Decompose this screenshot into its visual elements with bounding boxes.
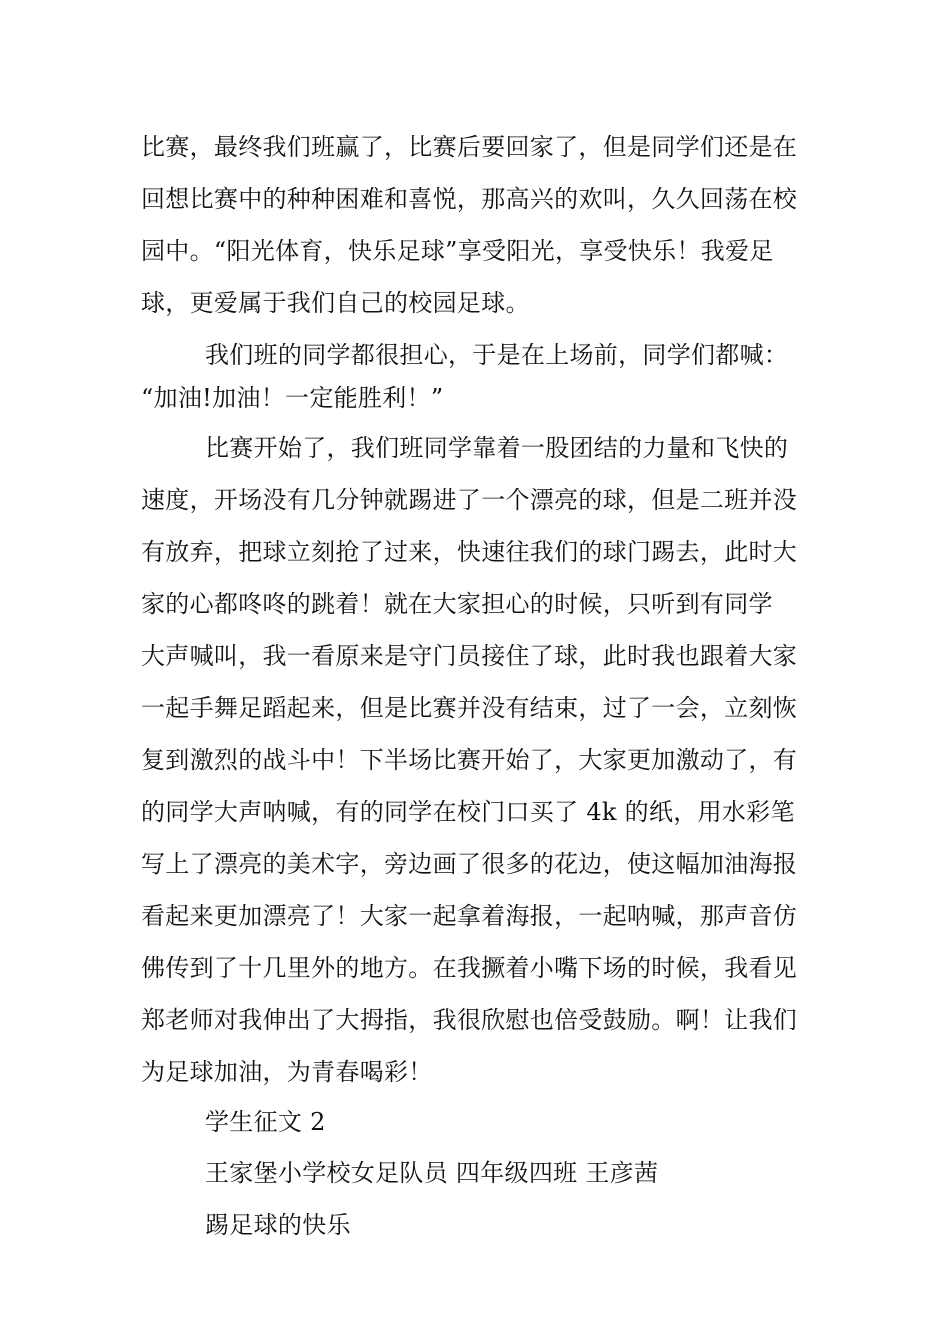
paragraph-line: 的同学大声呐喊，有的同学在校门口买了 4k 的纸，用水彩笔 (141, 798, 795, 826)
paragraph-line: 回想比赛中的种种困难和喜悦，那高兴的欢叫，久久回荡在校 (141, 185, 798, 213)
paragraph-line: 为足球加油，为青春喝彩！ (141, 1058, 433, 1086)
paragraph-line: 写上了漂亮的美术字，旁边画了很多的花边，使这幅加油海报 (141, 850, 798, 878)
paragraph-line: 一起手舞足蹈起来，但是比赛并没有结束，过了一会，立刻恢 (141, 694, 798, 722)
paragraph-line: 比赛，最终我们班赢了，比赛后要回家了，但是同学们还是在 (141, 133, 798, 161)
essay-heading: 学生征文 2 (205, 1108, 326, 1136)
paragraph-line: 球，更爱属于我们自己的校园足球。 (141, 289, 530, 317)
paragraph-line: 园中。“阳光体育，快乐足球”享受阳光，享受快乐！我爱足 (141, 237, 774, 265)
paragraph-line: 看起来更加漂亮了！大家一起拿着海报，一起呐喊，那声音仿 (141, 902, 798, 930)
paragraph-line: 速度，开场没有几分钟就踢进了一个漂亮的球，但是二班并没 (141, 486, 798, 514)
paragraph-line: 有放弃，把球立刻抢了过来，快速往我们的球门踢去，此时大 (141, 538, 798, 566)
paragraph-line: 我们班的同学都很担心，于是在上场前，同学们都喊： (205, 341, 789, 369)
essay-title: 踢足球的快乐 (205, 1211, 351, 1239)
paragraph-line: 郑老师对我伸出了大拇指，我很欣慰也倍受鼓励。啊！让我们 (141, 1006, 798, 1034)
paragraph-line: 家的心都咚咚的跳着！就在大家担心的时候，只听到有同学 (141, 590, 773, 618)
paragraph-line: “加油!加油！一定能胜利！” (141, 384, 444, 412)
paragraph-line: 佛传到了十几里外的地方。在我撅着小嘴下场的时候，我看见 (141, 954, 798, 982)
paragraph-line: 比赛开始了，我们班同学靠着一股团结的力量和飞快的 (205, 434, 789, 462)
author-line: 王家堡小学校女足队员 四年级四班 王彦茜 (205, 1159, 659, 1187)
paragraph-line: 复到激烈的战斗中！下半场比赛开始了，大家更加激动了，有 (141, 746, 798, 774)
paragraph-line: 大声喊叫，我一看原来是守门员接住了球，此时我也跟着大家 (141, 642, 798, 670)
